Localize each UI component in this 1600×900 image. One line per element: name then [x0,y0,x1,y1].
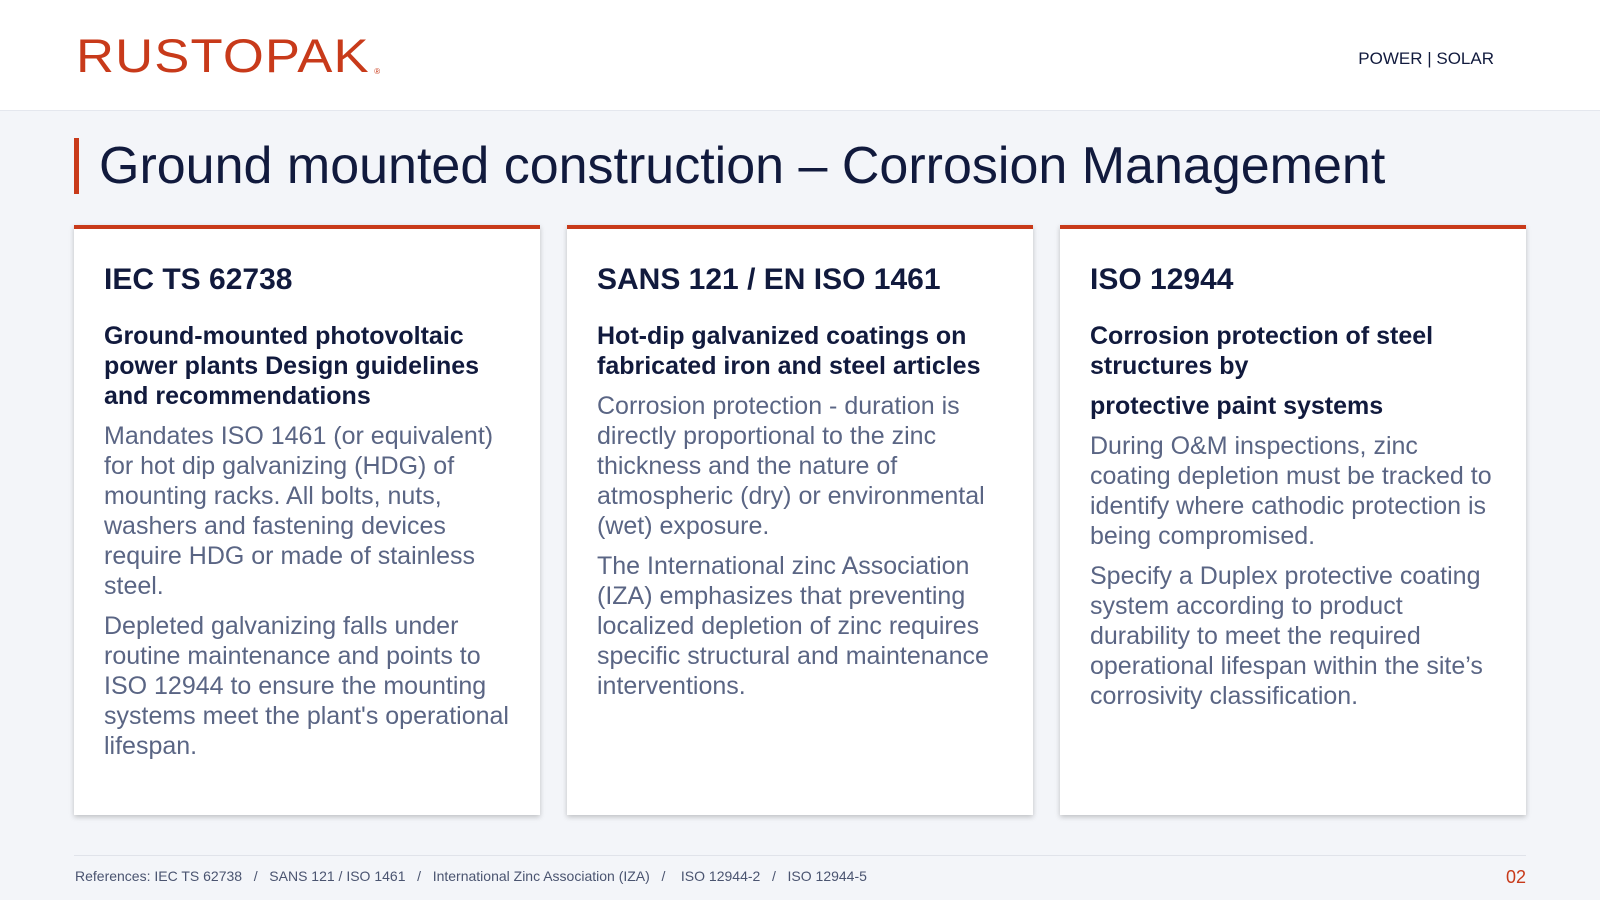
footer-divider [74,855,1526,856]
title-accent-bar [74,138,79,194]
page-title-block [74,137,1385,195]
page-title: Ground mounted construction – Corrosion Management [99,137,1386,195]
page-number: 02 [1505,867,1526,887]
card-paragraph: During O&M inspections, zinc coating depletion must be tracked to identify where cathodic protection is being compromised. [1090,432,1492,550]
card-sans-121 [567,225,1033,815]
header-tagline: POWER | SOLAR [1358,49,1494,68]
card-heading: SANS 121 / EN ISO 1461 [597,263,941,296]
registered-mark: ® [374,67,381,76]
card-paragraph: Mandates ISO 1461 (or equivalent) for hot dip galvanizing (HDG) of mounting racks. All bolts, nuts, washers and fastening devices require HDG or made of stainless steel. [104,422,494,600]
rustopak-logo[interactable] [76,29,381,82]
card-paragraph: The International zinc Association (IZA) emphasizes that preventing localized depletion of zinc requires specific structural and maintenance interventions. [597,552,989,700]
card-heading: ISO 12944 [1090,263,1234,296]
header [0,0,1600,111]
card-subheading: Ground-mounted photovoltaic power plants Design guidelines and recommendations [104,322,480,410]
card-paragraph: Depleted galvanizing falls under routine maintenance and points to ISO 12944 to ensure the mounting systems meet the plant's operational lifespan. [104,612,509,760]
card-subheading: Hot-dip galvanized coatings on fabricated iron and steel articles [597,322,981,380]
card-subheading: Corrosion protection of steel structures by [1090,322,1434,380]
card-iso-12944 [1060,225,1526,815]
card-heading: IEC TS 62738 [104,263,293,296]
card-subheading-extra: protective paint systems [1090,392,1384,420]
logo-wordmark: RUSTOPAK [76,29,370,82]
references-text: References: IEC TS 62738 / SANS 121 / ISO 1461 / International Zinc Association (IZA) / ISO 12944-2 / ISO 12944-5 [75,868,867,884]
card-paragraph: Corrosion protection - duration is directly proportional to the zinc thickness and the nature of atmospheric (dry) or environmental (wet) exposure. [597,392,985,540]
card-iec-ts-62738 [74,225,540,815]
card-paragraph: Specify a Duplex protective coating system according to product durability to meet the required operational lifespan within the site’s corrosivity classification. [1090,562,1483,710]
